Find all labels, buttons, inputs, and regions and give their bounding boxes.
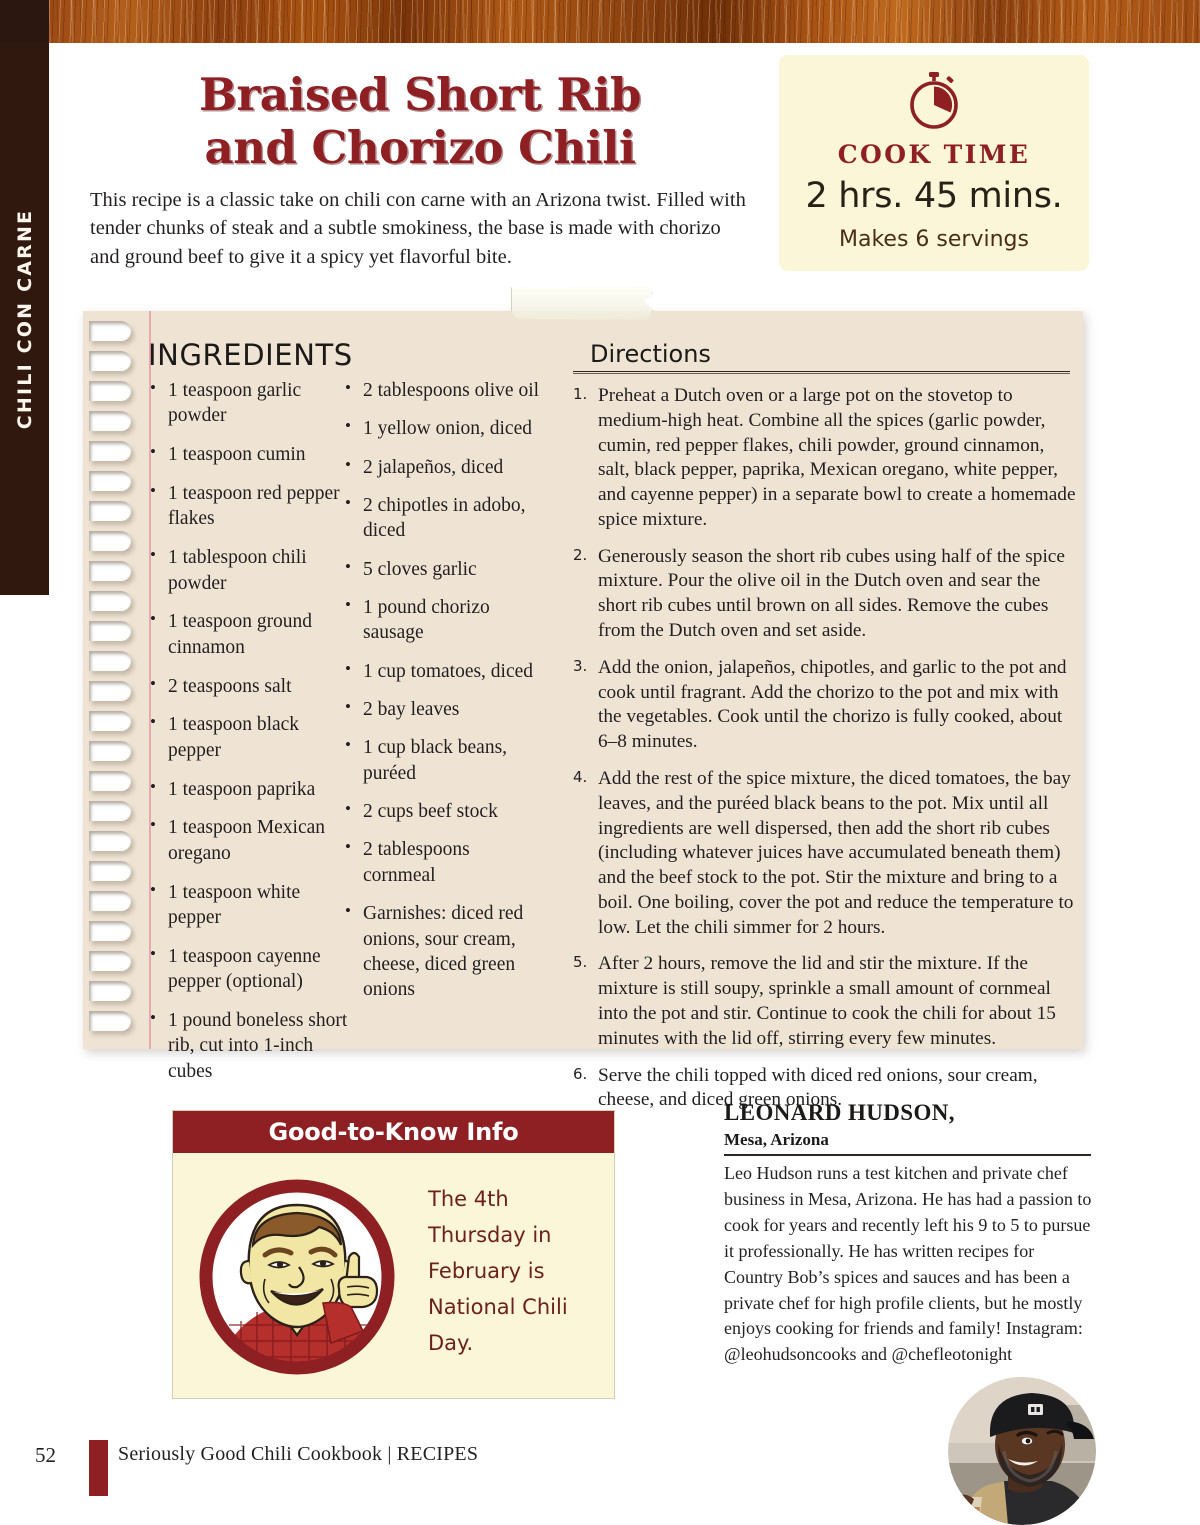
ingredients-column-2: [345, 378, 545, 1016]
ingredients-column-1: [150, 378, 350, 1098]
servings-label: Makes 6 servings: [839, 227, 1029, 252]
good-to-know-header: Good-to-Know Info: [173, 1111, 614, 1153]
page-number: 52: [35, 1443, 56, 1467]
spiral-hole-icon: [89, 411, 131, 431]
spiral-hole-icon: [89, 351, 131, 371]
ingredient-item: • 2 tablespoons cornmeal: [345, 837, 545, 888]
spiral-hole-icon: [89, 591, 131, 611]
spiral-hole-icon: [89, 321, 131, 341]
ingredient-item: • 1 teaspoon ground cinnamon: [150, 609, 350, 660]
ingredient-item: • 1 teaspoon black pepper: [150, 712, 350, 763]
tape-strip-icon: [511, 286, 653, 320]
ingredient-item: • 2 chipotles in adobo, diced: [345, 493, 545, 544]
good-to-know-text: The 4th Thursday in February is National Chili Day.: [428, 1187, 568, 1356]
direction-step: Add the rest of the spice mixture, the diced tomatoes, the bay leaves, and the puréed black beans to the pot. Mix until all ingredients are well dispersed, then add the short rib cubes (including whatever juices have accumulated beneath them) and the beef stock to the pot. Stir the mixture and bring to a boil. One boiling, cover the pot and reduce the temperature to low. Let the chili simmer for 2 hours.: [598, 767, 1074, 938]
ingredients-heading: INGREDIENTS: [148, 338, 353, 372]
wood-texture-banner: [49, 0, 1200, 43]
ingredient-item: • 1 pound boneless short rib, cut into 1-inch cubes: [150, 1008, 350, 1084]
spiral-hole-icon: [89, 441, 131, 461]
spiral-hole-icon: [89, 951, 131, 971]
ingredient-item: • 2 jalapeños, diced: [345, 455, 545, 480]
direction-step: After 2 hours, remove the lid and stir the mixture. If the mixture is still soupy, sprinkle a small amount of cornmeal into the pot and stir. Continue to cook the chili for about 15 minutes with the lid off, stirring every few minutes.: [598, 953, 1056, 1049]
spiral-hole-icon: [89, 741, 131, 761]
direction-step: Serve the chili topped with diced red onions, sour cream, cheese, and diced green onions.: [598, 1064, 1038, 1111]
spiral-hole-icon: [89, 861, 131, 881]
author-city: Mesa, Arizona: [724, 1130, 829, 1149]
directions-divider: [573, 371, 1070, 374]
spiral-hole-icon: [89, 891, 131, 911]
ingredient-item: • 1 cup black beans, puréed: [345, 735, 545, 786]
ingredient-item: • 2 bay leaves: [345, 697, 545, 722]
direction-step: Generously season the short rib cubes using half of the spice mixture. Pour the olive oil in the Dutch oven and sear the short rib cubes until brown on all sides. Remove the cubes from the Dutch oven and set aside.: [598, 545, 1065, 642]
directions-list: [573, 384, 1078, 1125]
page-title-line-1: Braised Short Rib: [199, 68, 641, 121]
spiral-hole-icon: [89, 471, 131, 491]
good-to-know-box: [172, 1110, 615, 1399]
author-bio-copy: Leo Hudson runs a test kitchen and private chef business in Mesa, Arizona. He has had a passion to cook for years and recently left his 9 to 5 to pursue it professionally. He has written recipes for Country Bob’s spices and sauces and has been a private chef for high profile clients, but he mostly enjoys cooking for friends and family! Instagram: @leohudsoncooks and @chefleotonight: [724, 1163, 1092, 1365]
spiral-hole-icon: [89, 501, 131, 521]
ingredient-item: • Garnishes: diced red onions, sour cream, cheese, diced green onions: [345, 901, 545, 1002]
ingredient-item: • 1 teaspoon red pepper flakes: [150, 481, 350, 532]
page-title-line-2: and Chorizo Chili: [204, 121, 636, 175]
pointing-man-cartoon-icon: [195, 1175, 400, 1385]
chapter-tab: [0, 43, 49, 595]
spiral-hole-icon: [89, 651, 131, 671]
spiral-hole-icon: [89, 561, 131, 581]
ingredient-item: • 1 tablespoon chili powder: [150, 545, 350, 596]
spiral-hole-icon: [89, 621, 131, 641]
spiral-hole-icon: [89, 681, 131, 701]
ingredient-item: • 1 teaspoon paprika: [150, 777, 350, 802]
ingredient-item: • 2 cups beef stock: [345, 799, 545, 824]
ingredient-item: • 1 cup tomatoes, diced: [345, 659, 545, 684]
cook-time-box: [779, 55, 1089, 271]
ingredient-item: • 1 teaspoon white pepper: [150, 880, 350, 931]
footer-accent-bar: [89, 1440, 108, 1496]
good-to-know-body: [173, 1153, 614, 1398]
page-title: [90, 68, 750, 174]
ingredient-item: • 1 teaspoon cumin: [150, 442, 350, 467]
stopwatch-icon: [779, 69, 1089, 136]
spiral-hole-icon: [89, 381, 131, 401]
ingredient-item: • 5 cloves garlic: [345, 557, 545, 582]
wood-band-left-cap: [0, 0, 49, 43]
spiral-hole-icon: [89, 1011, 131, 1031]
ingredient-item: • 1 pound chorizo sausage: [345, 595, 545, 646]
cook-time-label: COOK TIME: [837, 140, 1031, 169]
author-divider: [724, 1154, 1091, 1156]
ingredient-item: • 1 teaspoon cayenne pepper (optional): [150, 944, 350, 995]
recipe-intro-paragraph: This recipe is a classic take on chili con carne with an Arizona twist. Filled with tender chunks of steak and a subtle smokiness, the base is made with chorizo and ground beef to give it a spicy yet flavorful bite.: [90, 189, 746, 268]
spiral-hole-icon: [89, 801, 131, 821]
ingredient-item: • 1 teaspoon garlic powder: [150, 378, 350, 429]
spiral-hole-icon: [89, 771, 131, 791]
spiral-hole-icon: [89, 831, 131, 851]
author-name: LEONARD HUDSON,: [724, 1100, 955, 1125]
ingredient-item: • 2 tablespoons olive oil: [345, 378, 545, 403]
spiral-hole-icon: [89, 921, 131, 941]
direction-step: Preheat a Dutch oven or a large pot on the stovetop to medium-high heat. Combine all the spices (garlic powder, cumin, red pepper flakes, chili powder, ground cinnamon, salt, black pepper, paprika, Mexican oregano, white pepper, and cayenne pepper) in a separate bowl to create a homemade spice mixture.: [598, 385, 1076, 530]
cook-time-value: 2 hrs. 45 mins.: [805, 176, 1063, 216]
directions-heading: Directions: [590, 340, 711, 368]
ingredient-item: • 1 yellow onion, diced: [345, 416, 545, 441]
author-bio-text: [724, 1161, 1096, 1368]
ingredient-item: • 2 teaspoons salt: [150, 674, 350, 699]
chef-portrait-photo: [948, 1377, 1096, 1525]
ingredient-item: • 1 teaspoon Mexican oregano: [150, 815, 350, 866]
spiral-hole-icon: [89, 531, 131, 551]
notebook-spiral-edge: [83, 311, 145, 1049]
chapter-tab-label: CHILI CON CARNE: [13, 208, 36, 430]
spiral-hole-icon: [89, 981, 131, 1001]
direction-step: Add the onion, jalapeños, chipotles, and garlic to the pot and cook until fragrant. Add the chorizo to the pot and mix with the vegetables. Cook until the chorizo is fully cooked, about 6–8 minutes.: [598, 656, 1067, 753]
footer-text: Seriously Good Chili Cookbook | RECIPES: [118, 1443, 479, 1465]
spiral-hole-icon: [89, 711, 131, 731]
